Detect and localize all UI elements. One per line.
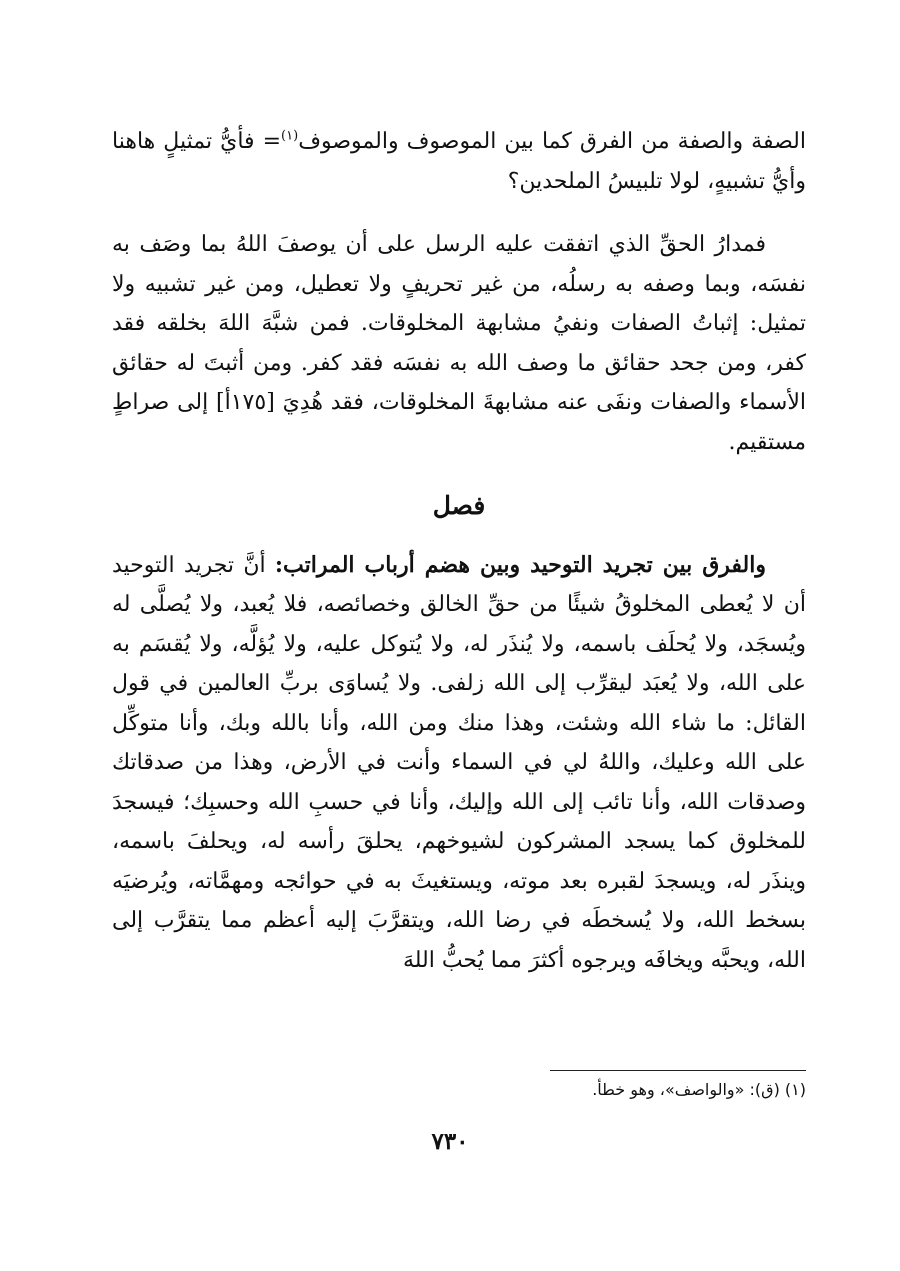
paragraph-1: [112, 122, 806, 201]
page-number: ٧٣٠: [431, 1128, 469, 1155]
paragraph-2: فمدارُ الحقِّ الذي اتفقت عليه الرسل على أن يوصفَ اللهُ بما وصَف به نفسَه، وبما وصفه به رسلُه، من غير تحريفٍ ولا تعطيل، ومن غير تشبيه ولا تمثيل: إثباتُ الصفات ونفيُ مشابهة المخلوقات. فمن شبَّهَ اللهَ بخلقه فقد كفر، ومن جحد حقائق ما وصف الله به نفسَه فقد كفر. ومن أثبتَ له حقائق الأسماء والصفات ونفَى عنه مشابهةَ المخلوقات، فقد هُدِيَ [١٧٥أ] إلى صراطٍ مستقيم.: [112, 232, 806, 455]
footnote-divider: [550, 1070, 806, 1071]
paragraph-1-text-a: الصفة والصفة من الفرق كما بين الموصوف والموصوف: [298, 129, 806, 154]
paragraph-3-lead: والفرق بين تجريد التوحيد وبين هضم أرباب المراتب:: [274, 551, 766, 578]
paragraph-3: [112, 546, 806, 981]
section-heading: فصل: [432, 491, 486, 520]
footnote-reference: (١): [281, 128, 299, 144]
page-body: [112, 122, 806, 1004]
paragraph-1-text-b: = فأيُّ تمثيلٍ هاهنا وأيُّ تشبيهٍ، لولا تلبيسُ الملحدين؟: [112, 129, 806, 194]
paragraph-3-text: أنَّ تجريد التوحيد أن لا يُعطى المخلوقُ شيئًا من حقِّ الخالق وخصائصه، فلا يُعبد، ولا يُصلَّى له ويُسجَد، ولا يُحلَف باسمه، ولا يُنذَر له، ولا يُتوكل عليه، ولا يُؤلَّه، ولا يُقسَم به على الله، ولا يُعبَد ليقرِّب إلى الله زلفى. ولا يُساوَى بربِّ العالمين في قول القائل: ما شاء الله وشئت، وهذا منك ومن الله، وأنا بالله وبك، وأنا متوكِّل على الله وعليك، واللهُ لي في السماء وأنت في الأرض، وهذا من صدقاتك وصدقات الله، وأنا تائب إلى الله وإليك، وأنا في حسبِ الله وحسبِك؛ فيسجدَ للمخلوق كما يسجد المشركون لشيوخهم، يحلقَ رأسه له، ويحلفَ باسمه، وينذَر له، ويسجدَ لقبره بعد موته، ويستغيثَ به في حوائجه ومهمَّاته، ويُرضيَه بسخط الله، ولا يُسخطَه في رضا الله، ويتقرَّبَ إليه أعظم مما يتقرَّب إلى الله، ويحبَّه ويخافَه ويرجوه أكثرَ مما يُحبُّ اللهَ: [112, 552, 806, 973]
footnote: (١) (ق): «والواصف»، وهو خطأ.: [592, 1080, 806, 1099]
